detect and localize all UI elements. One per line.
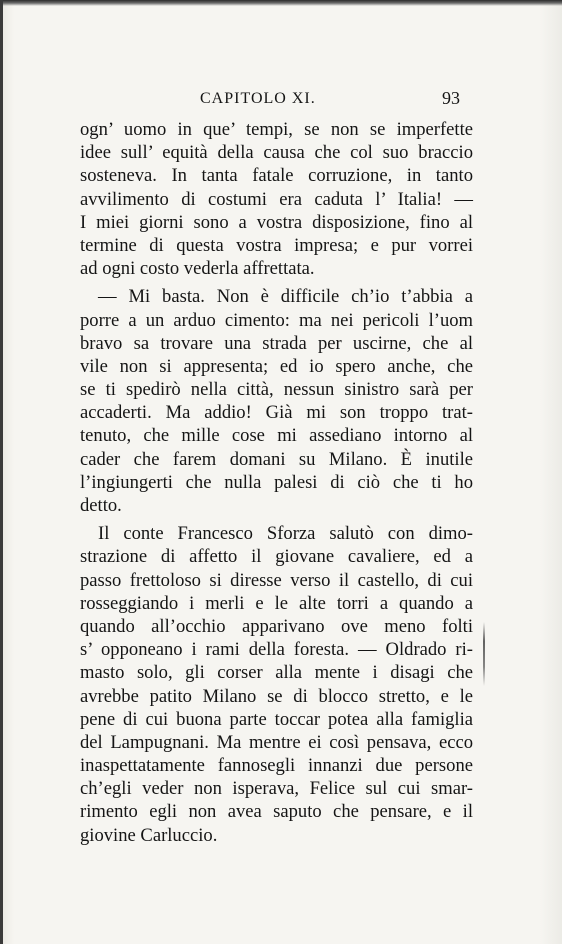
text-line: rimento egli non avea saputo che pensare, e il xyxy=(80,801,473,823)
running-title: CAPITOLO XI. xyxy=(200,90,316,107)
text-line: masto solo, gli corser alla mente i disagi che xyxy=(80,662,473,684)
text-line: quando all’occhio apparivano ove meno folti xyxy=(80,615,473,637)
text-line: inaspettatamente fannosegli innanzi due persone xyxy=(80,755,473,777)
text-line: cader che farem domani su Milano. È inutile xyxy=(80,448,473,470)
text-line: ch’egli veder non isperava, Felice sul cui smar- xyxy=(80,778,473,800)
text-line: pene di cui buona parte toccar potea alla famiglia xyxy=(80,708,473,730)
margin-mark xyxy=(483,622,485,686)
page-header xyxy=(200,88,460,114)
text-line: accaderti. Ma addio! Già mi son troppo trat- xyxy=(80,402,473,424)
text-line: del Lampugnani. Ma mentre ei così pensava, ecco xyxy=(80,731,473,753)
text-line: passo frettoloso si diresse verso il castello, di cui xyxy=(80,569,473,591)
text-line: s’ opponeano i rami della foresta. — Oldrado ri- xyxy=(80,639,473,661)
text-line: bravo sa trovare una strada per uscirne, che al xyxy=(80,332,473,354)
text-line: Il conte Francesco Sforza salutò con dimo- xyxy=(98,523,473,545)
text-line: ad ogni costo vederla affrettata. xyxy=(80,258,315,280)
body-text xyxy=(80,118,473,847)
page-binding-edge xyxy=(0,0,3,944)
text-line: sosteneva. In tanta fatale corruzione, in tanto xyxy=(80,165,473,187)
text-line: I miei giorni sono a vostra disposizione, fino al xyxy=(80,211,473,233)
text-line: porre a un arduo cimento: ma nei pericoli l’uom xyxy=(80,309,473,331)
text-line: strazione di affetto il giovane cavaliere, ed a xyxy=(80,546,473,568)
text-line: avvilimento di costumi era caduta l’ Italia! — xyxy=(80,188,473,210)
text-line: detto. xyxy=(80,495,122,516)
text-line: termine di questa vostra impresa; e pur vorrei xyxy=(80,234,473,256)
page-top-edge xyxy=(0,0,562,6)
text-line: ogn’ uomo in que’ tempi, se non se imperfette xyxy=(80,119,473,140)
text-line: se ti spedirò nella città, nessun sinistro sarà per xyxy=(80,379,473,401)
page-number: 93 xyxy=(442,88,460,108)
text-line: rosseggiando i merli e le alte torri a quando a xyxy=(80,592,473,614)
text-line: l’ingiungerti che nulla palesi di ciò che ti ho xyxy=(80,471,473,493)
text-line: — Mi basta. Non è difficile ch’io t’abbia a xyxy=(98,286,473,308)
text-line: vile non si appresenta; ed io spero anche, che xyxy=(80,355,473,377)
text-line: idee sull’ equità della causa che col suo braccio xyxy=(80,142,473,164)
text-line: avrebbe patito Milano se di blocco stretto, e le xyxy=(80,685,473,707)
text-line: tenuto, che mille cose mi assediano intorno al xyxy=(80,425,473,447)
text-line: giovine Carluccio. xyxy=(80,824,218,846)
